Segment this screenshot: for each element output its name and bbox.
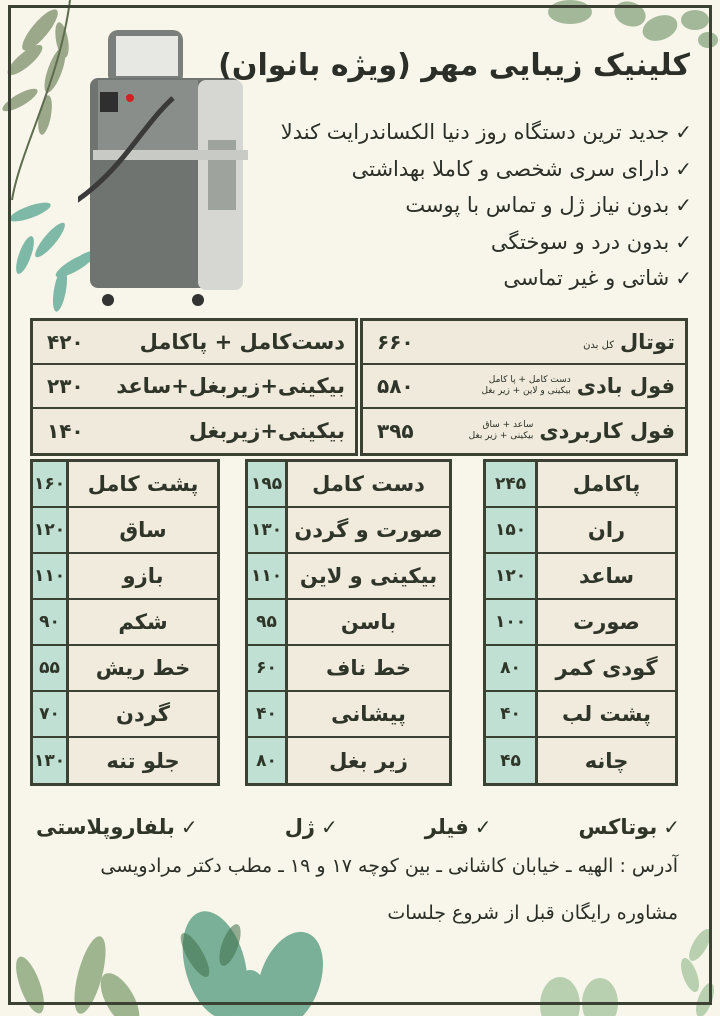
area-price: ۹۵ [248,600,288,644]
area-price-table-3 [30,459,220,786]
package-note: کل بدن [583,339,614,351]
table-row [248,462,449,508]
package-price: ۶۶۰ [377,330,414,354]
table-row [486,554,675,600]
feature-text: دارای سری شخصی و کاملا بهداشتی [351,156,670,181]
table-row [33,554,217,600]
table-row [486,646,675,692]
area-price: ۸۰ [486,646,538,690]
full-body-packages-table [360,318,688,456]
area-name: پاکامل [538,462,675,506]
area-price: ۴۰ [486,692,538,736]
package-name: دست‌کامل + پاکامل [139,330,345,354]
table-row [33,462,217,508]
feature-item [281,224,692,261]
table-row [486,508,675,554]
area-name: خط ناف [288,646,449,690]
feature-item [281,260,692,297]
service-item: ✓فیلر [424,815,492,839]
area-price: ۶۰ [248,646,288,690]
clinic-address: آدرس : الهیه ـ خیابان کاشانی ـ بین کوچه ۱۷ و ۱۹ ـ مطب دکتر مرادویسی [100,855,678,877]
table-row [248,646,449,692]
check-icon: ✓ [180,815,198,839]
area-price: ۱۱۰ [248,554,288,598]
area-name: بیکینی و لاین [288,554,449,598]
table-row [248,738,449,783]
check-icon: ✓ [675,229,692,254]
feature-text: جدید ترین دستگاه روز دنیا الکساندرایت کندلا [280,120,670,144]
table-row [486,462,675,508]
area-name: ران [538,508,675,552]
area-name: گردن [69,692,217,736]
feature-text: شاتی و غیر تماسی [503,266,670,290]
table-row [486,600,675,646]
service-item: ✓بلفاروپلاستی [36,815,198,839]
area-price: ۱۹۵ [248,462,288,506]
feature-item [281,187,692,224]
feature-list [281,114,692,297]
table-row [248,554,449,600]
table-row [33,692,217,738]
feature-item [281,114,692,151]
area-price: ۷۰ [33,692,69,736]
package-price: ۵۸۰ [377,374,414,398]
area-name: پشت کامل [69,462,217,506]
area-price: ۹۰ [33,600,69,644]
area-price: ۲۴۵ [486,462,538,506]
package-price: ۱۴۰ [47,419,84,443]
area-price: ۱۳۰ [248,508,288,552]
area-price: ۱۰۰ [486,600,538,644]
area-name: ساق [69,508,217,552]
check-icon: ✓ [675,120,692,144]
table-row [486,738,675,783]
area-price: ۱۳۰ [33,738,69,783]
area-price: ۱۲۰ [486,554,538,598]
area-price: ۱۶۰ [33,462,69,506]
area-name: باسن [288,600,449,644]
package-row [363,321,685,365]
area-name: پیشانی [288,692,449,736]
area-price: ۱۱۰ [33,554,69,598]
package-price: ۴۲۰ [47,330,84,354]
package-note: ساعد + ساق بیکینی + زیر بغل [468,420,534,441]
area-name: بازو [69,554,217,598]
area-price: ۱۲۰ [33,508,69,552]
service-item: ✓بوتاکس [578,815,680,839]
area-price-table-2 [245,459,452,786]
table-row [33,508,217,554]
area-name: چانه [538,738,675,783]
leaf-decoration-top-right [540,0,720,50]
area-name: گودی کمر [538,646,675,690]
area-name: صورت [538,600,675,644]
table-row [33,646,217,692]
free-consultation-note: مشاوره رایگان قبل از شروع جلسات [387,902,678,924]
area-name: صورت و گردن [288,508,449,552]
check-icon: ✓ [675,156,692,181]
feature-text: بدون درد و سوختگی [490,229,670,254]
feature-item [281,151,692,188]
area-name: پشت لب [538,692,675,736]
package-row [363,409,685,453]
package-price: ۳۹۵ [377,419,414,443]
package-note: دست کامل + پا کامل بیکینی و لاین + زیر بغل [481,375,571,396]
check-icon: ✓ [663,815,680,839]
area-name: خط ریش [69,646,217,690]
package-row [33,321,355,365]
package-row [33,409,355,453]
table-row [248,692,449,738]
area-name: دست کامل [288,462,449,506]
table-row [248,600,449,646]
feature-text: بدون نیاز ژل و تماس با پوست [405,193,670,217]
area-name: زیر بغل [288,738,449,783]
area-price-table-1 [483,459,678,786]
area-price: ۱۵۰ [486,508,538,552]
clinic-title: کلینیک زیبایی مهر (ویژه بانوان) [218,48,690,83]
package-price: ۲۳۰ [47,374,84,398]
check-icon: ✓ [474,815,492,839]
area-price: ۸۰ [248,738,288,783]
package-name: توتال [619,330,675,354]
check-icon: ✓ [675,193,692,217]
table-row [248,508,449,554]
package-row [33,365,355,409]
check-icon: ✓ [321,815,338,839]
service-item: ✓ژل [284,815,338,839]
table-row [33,600,217,646]
area-price: ۴۵ [486,738,538,783]
package-name: بیکینی+زیربغل [188,419,345,443]
combo-packages-table [30,318,358,456]
table-row [33,738,217,783]
table-row [486,692,675,738]
package-name: فول کاربردی [539,419,675,443]
area-name: شکم [69,600,217,644]
area-price: ۴۰ [248,692,288,736]
area-price: ۵۵ [33,646,69,690]
services-list [36,815,680,839]
check-icon: ✓ [675,266,692,290]
area-name: جلو تنه [69,738,217,783]
package-name: بیکینی+زیربغل+ساعد [116,374,345,398]
package-name: فول بادی [576,374,675,398]
package-row [363,365,685,409]
area-name: ساعد [538,554,675,598]
